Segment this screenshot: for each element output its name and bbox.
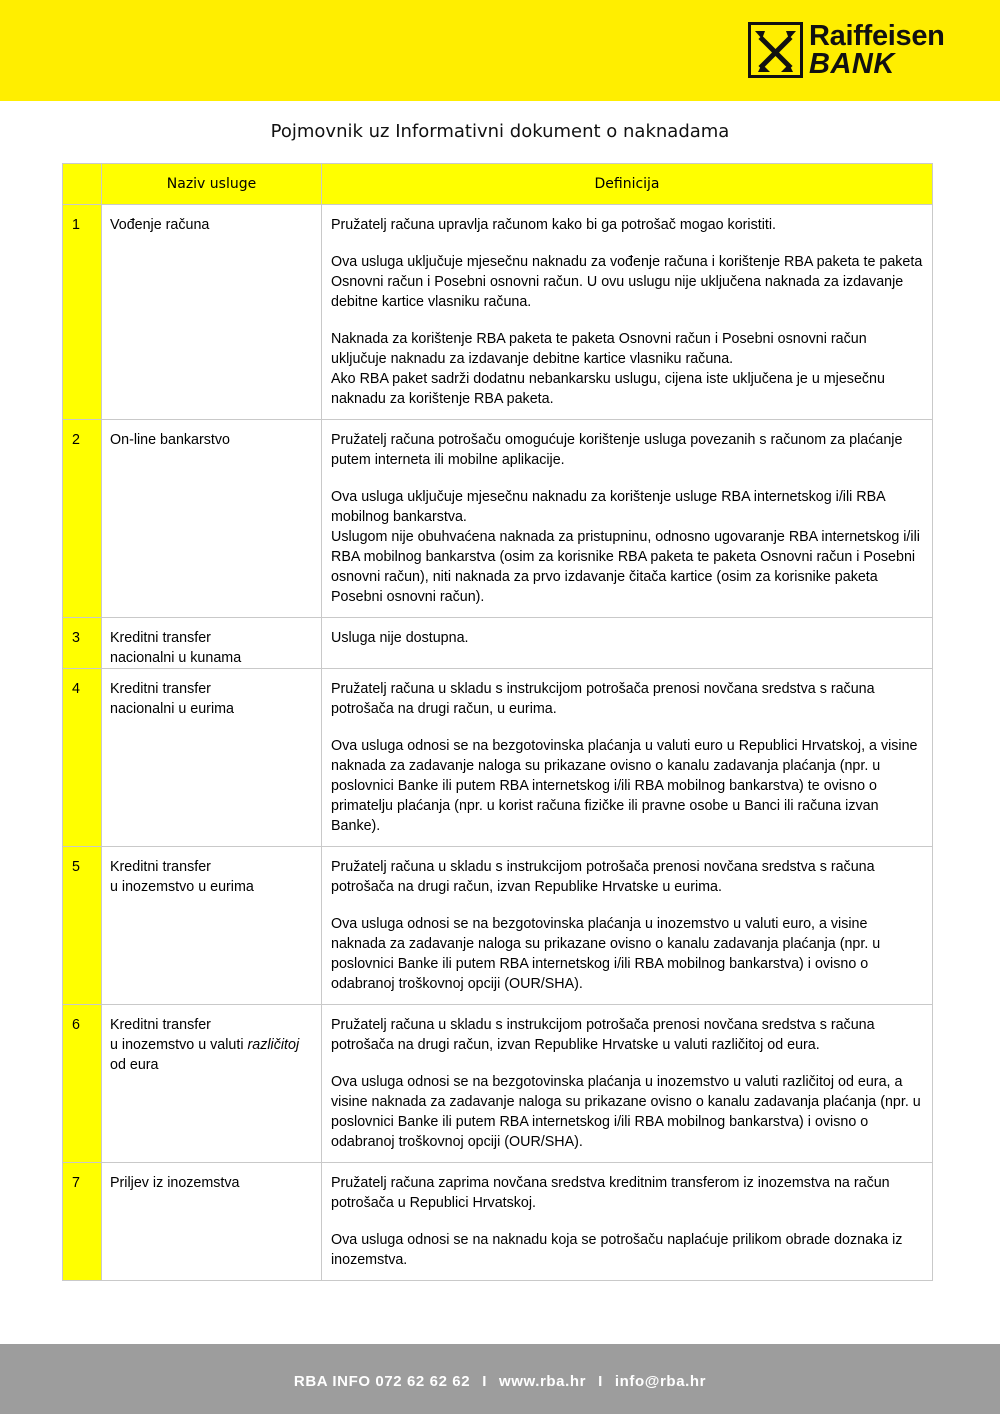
service-definition	[322, 618, 933, 669]
service-name	[102, 1163, 322, 1281]
row-number: 1	[63, 205, 102, 420]
definition-paragraph: Pružatelj računa zaprima novčana sredstva kreditnim transferom iz inozemstva na račun potrošača u Republici Hrvatskoj.	[331, 1175, 890, 1211]
table-row	[63, 1005, 933, 1163]
definition-paragraph: Ova usluga odnosi se na bezgotovinska plaćanja u inozemstvo u valuti euro, a visine naknada za zadavanje naloga su prikazane ovisno o kanalu zadavanja plaćanja (npr. u poslovnici Banke ili putem RBA internetskog i/ili RBA mobilnog bankarstva) i ovisno o odabranoj troškovnoj opciji (OUR/SHA).	[331, 916, 881, 992]
fee-glossary-table	[62, 163, 933, 1281]
definition-paragraph: Ova usluga odnosi se na naknadu koja se potrošaču naplaćuje prilikom obrade doznaka iz inozemstva.	[331, 1232, 903, 1268]
service-name	[102, 618, 322, 669]
service-name-line: Kreditni transfer	[110, 630, 211, 646]
raiffeisen-logo	[748, 22, 964, 80]
header-band	[0, 0, 1000, 101]
table-row	[63, 420, 933, 618]
definition-paragraph: Pružatelj računa u skladu s instrukcijom potrošača prenosi novčana sredstva s računa potrošača na drugi račun, izvan Republike Hrvatske u eurima.	[331, 859, 875, 895]
row-number: 4	[63, 669, 102, 847]
raiffeisen-gable-cross-icon	[748, 22, 803, 78]
table-row	[63, 669, 933, 847]
service-definition	[322, 669, 933, 847]
header-definition: Definicija	[322, 164, 933, 205]
service-name-line: On-line bankarstvo	[110, 432, 230, 448]
service-name-line: u inozemstvo u eurima	[110, 879, 254, 895]
service-name-line: Vođenje računa	[110, 217, 210, 233]
logo-name-line1: Raiffeisen	[809, 20, 945, 52]
service-name	[102, 847, 322, 1005]
service-name	[102, 420, 322, 618]
service-name	[102, 669, 322, 847]
table-header-row	[63, 164, 933, 205]
definition-paragraph: Ova usluga odnosi se na bezgotovinska plaćanja u valuti euro u Republici Hrvatskoj, a visine naknada za zadavanje naloga su prikazane ovisno o kanalu zadavanja plaćanja (npr. u poslovnici Banke ili putem RBA internetskog i/ili RBA mobilnog bankarstva) te ovisno o primatelju plaćanja (npr. u korist računa fizičke ili pravne osobe u Banci ili računa izvan Banke).	[331, 738, 918, 834]
service-name-line: Kreditni transfer	[110, 1017, 211, 1033]
service-name-line: nacionalni u eurima	[110, 701, 234, 717]
service-definition	[322, 1005, 933, 1163]
table-row	[63, 1163, 933, 1281]
service-name-line: nacionalni u kunama	[110, 650, 242, 666]
service-definition	[322, 420, 933, 618]
service-definition	[322, 1163, 933, 1281]
table-row	[63, 847, 933, 1005]
definition-paragraph: Usluga nije dostupna.	[331, 630, 469, 646]
service-name-emphasis: različitoj	[247, 1037, 300, 1053]
service-name-line: od eura	[110, 1057, 159, 1073]
row-number: 6	[63, 1005, 102, 1163]
service-name-line: Kreditni transfer	[110, 859, 211, 875]
footer-separator: I	[482, 1373, 487, 1390]
service-name-line	[110, 1035, 313, 1055]
definition-paragraph: Ova usluga uključuje mjesečnu naknadu za vođenje računa i korištenje RBA paketa te paketa Osnovni račun i Posebni osnovni račun. U ovu uslugu nije uključena naknada za izdavanje debitne kartice vlasniku računa.	[331, 254, 923, 310]
service-name	[102, 205, 322, 420]
definition-paragraph: Ova usluga uključuje mjesečnu naknadu za korištenje usluge RBA internetskog i/ili RBA mobilnog bankarstva. Uslugom nije obuhvaćena naknada za pristupninu, odnosno ugovaranje RBA internetskog i/ili RBA mobilnog bankarstva (osim za korisnike RBA paketa te paketa Osnovni račun i Posebni osnovni račun), niti naknada za prvo izdavanje čitača kartice (osim za korisnike paketa Posebni osnovni račun).	[331, 489, 920, 605]
service-name-line: Priljev iz inozemstva	[110, 1175, 240, 1191]
service-name-line: Kreditni transfer	[110, 681, 211, 697]
footer-contact	[0, 1373, 1000, 1390]
row-number: 7	[63, 1163, 102, 1281]
row-number: 5	[63, 847, 102, 1005]
logo-name-line2: BANK	[809, 48, 895, 80]
footer-website[interactable]: www.rba.hr	[498, 1373, 587, 1390]
definition-paragraph: Pružatelj računa potrošaču omogućuje korištenje usluga povezanih s računom za plaćanje putem interneta ili mobilne aplikacije.	[331, 432, 903, 468]
header-number	[63, 164, 102, 205]
table-row	[63, 618, 933, 669]
header-service-name: Naziv usluge	[102, 164, 322, 205]
definition-paragraph: Pružatelj računa upravlja računom kako bi ga potrošač mogao koristiti.	[331, 217, 777, 233]
definition-paragraph: Naknada za korištenje RBA paketa te paketa Osnovni račun i Posebni osnovni račun uključuje naknadu za izdavanje debitne kartice vlasniku računa. Ako RBA paket sadrži dodatnu nebankarsku uslugu, cijena iste uključena je u mjesečnu naknadu za korištenje RBA paketa.	[331, 331, 885, 407]
service-name-fragment: u inozemstvo u valuti	[110, 1037, 244, 1053]
definition-paragraph: Pružatelj računa u skladu s instrukcijom potrošača prenosi novčana sredstva s računa potrošača na drugi račun, izvan Republike Hrvatske u valuti različitoj od eura.	[331, 1017, 875, 1053]
table-row	[63, 205, 933, 420]
row-number: 3	[63, 618, 102, 669]
footer-email[interactable]: info@rba.hr	[614, 1373, 707, 1390]
service-definition	[322, 847, 933, 1005]
row-number: 2	[63, 420, 102, 618]
logo-wordmark	[809, 22, 945, 78]
definition-paragraph: Ova usluga odnosi se na bezgotovinska plaćanja u inozemstvo u valuti različitoj od eura, a visine naknada za zadavanje naloga su prikazane ovisno o kanalu zadavanja plaćanja (npr. u poslovnici Banke ili putem RBA internetskog i/ili RBA mobilnog bankarstva) i ovisno o odabranoj troškovnoj opciji (OUR/SHA).	[331, 1074, 921, 1150]
footer-info-phone: RBA INFO 072 62 62 62	[293, 1373, 471, 1390]
page-title: Pojmovnik uz Informativni dokument o naknadama	[270, 121, 730, 142]
service-definition	[322, 205, 933, 420]
footer-separator: I	[598, 1373, 603, 1390]
service-name	[102, 1005, 322, 1163]
definition-paragraph: Pružatelj računa u skladu s instrukcijom potrošača prenosi novčana sredstva s računa potrošača na drugi račun, u eurima.	[331, 681, 875, 717]
